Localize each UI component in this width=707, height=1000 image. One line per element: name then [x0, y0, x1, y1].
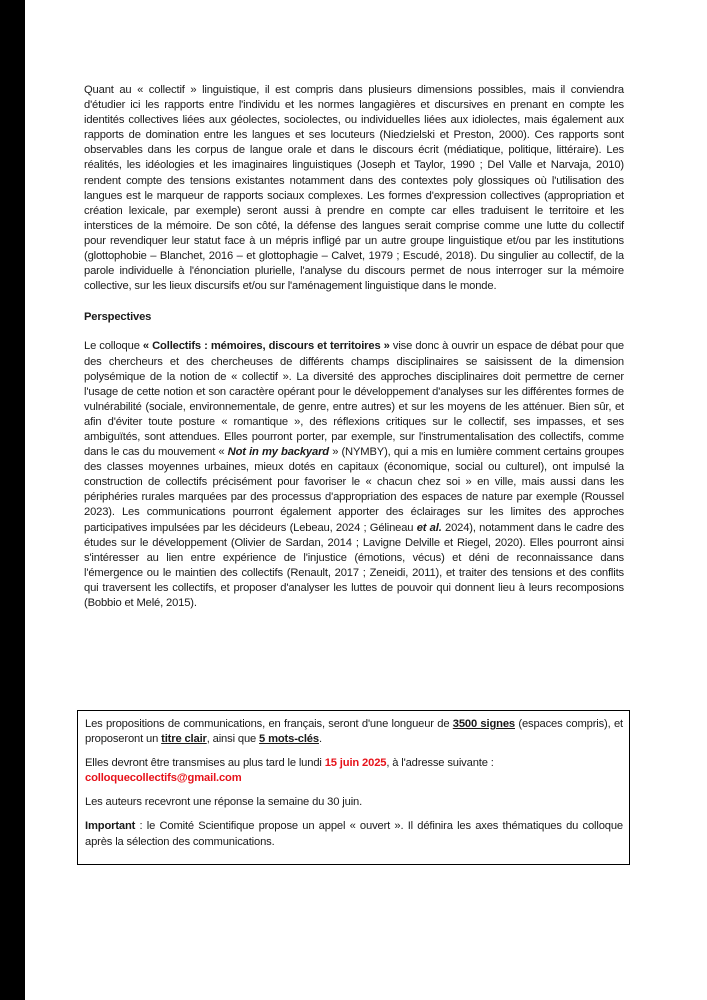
document-body	[84, 83, 624, 611]
keywords-requirement: 5 mots-clés	[259, 733, 319, 746]
et-al: et al.	[416, 521, 442, 534]
submission-deadline-paragraph	[85, 756, 623, 786]
submission-info-box	[77, 710, 630, 865]
perspectives-text-4: 2024), notamment dans le cadre des études sur le développement (Olivier de Sardan, 2014 ; Lavigne Delville et Riegel, 2020). Elles pourront ainsi s'intéresser au lien entre expérience de l'injustice (émotions, vécus) et déni de reconnaissance dans l'émergence ou le maintien des collectifs (Renault, 2017 ; Zeneidi, 2011), et traiter des tensions et des conflits qui traversent les collectifs, et proposer d'analyser les luttes de pouvoir qui donnent lieu à leurs recomposions (Bobbio et Melé, 2015).	[84, 521, 624, 609]
perspectives-heading: Perspectives	[84, 311, 152, 324]
contact-email[interactable]: colloquecollectifs@gmail.com	[85, 772, 242, 785]
nimby-term: Not in my backyard	[227, 446, 329, 459]
important-text: : le Comité Scientifique propose un appel « ouvert ». Il définira les axes thématiques du colloque après la sélection des communications.	[85, 820, 623, 848]
response-paragraph: Les auteurs recevront une réponse la semaine du 30 juin.	[85, 796, 363, 809]
length-text-3: , ainsi que	[206, 733, 260, 746]
signs-count: 3500 signes	[452, 718, 515, 730]
scan-left-edge	[0, 0, 25, 1000]
perspectives-text-3: » (NYMBY), qui a mis en lumière comment certains groupes des classes moyennes urbaines, mieux dotés en capitaux (économique, social ou culturel), ont impulsé la construction de collectifs précisément pour favoriser le « chacun chez soi » en ville, mais aussi dans les périphéries rurales marquées par des processus d'appropriation des espaces de nature par exemple (Roussel 2023). Les communications pourront également apporter des éclairages sur les limites des approches participatives impulsées par les décideurs (Lebeau, 2024 ; Gélineau	[84, 446, 624, 534]
paragraph-perspectives	[84, 339, 624, 611]
length-text-4: .	[318, 733, 322, 746]
length-text-1: Les propositions de communications, en français, seront d'une longueur de	[85, 718, 453, 730]
important-paragraph	[85, 819, 623, 849]
paragraph-collectif-linguistique	[84, 83, 624, 294]
paragraph-collectif-text: Quant au « collectif » linguistique, il est compris dans plusieurs dimensions possibles, mais il conviendra d'étudier ici les rapports entre l'individu et les normes langagières et discursives en prenant en compte les identités collectives liées aux géolectes, sociolectes, ou individuelles liées aux idiolectes, mais également aux rapports de domination entre les langues et ses locuteurs (Niedzielski et Preston, 2000). Ces rapports sont observables dans les corpus de langue orale et dans le discours écrit (médiatique, politique, littéraire). Les réalités, les idéologies et les imaginaires linguistiques (Joseph et Taylor, 1990 ; Del Valle et Narvaja, 2010) rendent compte des tensions existantes notamment dans des contextes poly glossiques où l'utilisation des langues est le marqueur de rapports sociaux complexes. Les formes d'expression collectives (appropriation et création lexicale, par exemple) seront aussi à prendre en compte car elles traduisent le territoire et les interstices de la mémoire. De son côté, la défense des langues serait comprise comme une lutte du collectif pour revendiquer leur statut face à un mépris infligé par un autre groupe linguistique et/ou par les institutions (glottophobie – Blanchet, 2016 – et glottophagie – Calvet, 1979 ; Escudé, 2018). Du singulier au collectif, de la parole individuelle à l'énonciation plurielle, l'analyse du discours permet de nous interroger sur la mémoire collective, sur les lieux discursifs et/ou sur l'aménagement linguistique dans le monde.	[84, 84, 624, 293]
important-label: Important	[85, 820, 136, 833]
deadline-date: 15 juin 2025	[324, 757, 387, 770]
deadline-text-2: , à l'adresse suivante :	[386, 757, 494, 770]
deadline-text-1: Elles devront être transmises au plus tard le lundi	[85, 757, 325, 770]
perspectives-text-1: Le colloque	[84, 340, 143, 353]
length-text-2: (espaces compris), et proposeront un	[85, 718, 623, 746]
title-requirement: titre clair	[161, 733, 207, 746]
perspectives-text-2: vise donc à ouvrir un espace de débat pour que des chercheurs et des chercheuses de différents champs disciplinaires se saisissent de la dimension polysémique de la notion de « collectif ». La diversité des approches disciplinaires doit permettre de cerner l'usage de cette notion et son caractère opérant pour le développement d'analyses sur les différentes formes de vulnérabilité (sociale, environnementale, de genre, entre autres) et sur les moyens de les atténuer. Bien sûr, et afin d'éviter toute posture « romantique », des réflexions critiques sur le collectif, ses impasses, et ses ambiguïtés, sont attendues. Elles pourront porter, par exemple, sur l'instrumentalisation des collectifs, comme dans le cas du mouvement «	[84, 340, 624, 459]
colloque-title: « Collectifs : mémoires, discours et territoires »	[142, 340, 390, 353]
submission-length-paragraph	[85, 717, 623, 747]
